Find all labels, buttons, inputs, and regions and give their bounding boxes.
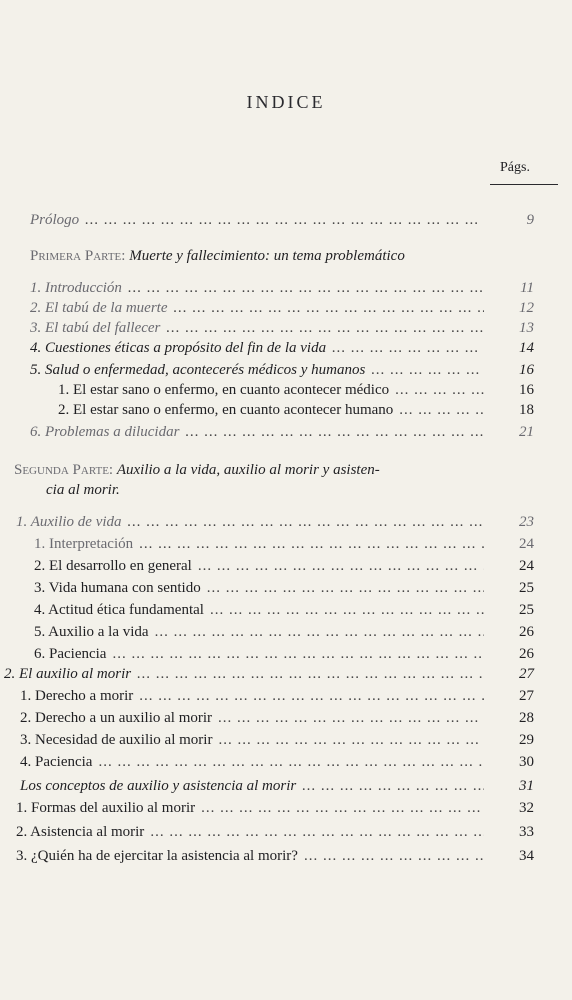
leader-dots <box>139 536 484 553</box>
leader-dots <box>304 848 484 865</box>
part-heading <box>30 246 405 267</box>
toc-entry-label: 2. El tabú de la muerte <box>30 300 168 316</box>
toc-entry-page: 26 <box>519 646 534 662</box>
toc-entry-label: 6. Problemas a dilucidar <box>30 424 180 440</box>
leader-dots <box>128 280 484 297</box>
toc-entry <box>34 580 534 602</box>
leader-dots <box>155 624 484 641</box>
toc-entry-page: 32 <box>519 800 534 816</box>
leader-dots <box>395 382 484 399</box>
leader-dots <box>185 424 484 441</box>
toc-entry-page: 33 <box>519 824 534 840</box>
leader-dots <box>371 362 484 379</box>
toc-entry-page: 11 <box>520 280 534 296</box>
leader-dots <box>166 320 484 337</box>
toc-entry-label: 4. Paciencia <box>20 754 93 770</box>
toc-entry-label: 1. Derecho a morir <box>20 688 134 704</box>
toc-entry <box>20 732 534 754</box>
toc-entry-label: Los conceptos de auxilio y asistencia al morir <box>20 778 297 794</box>
toc-entry-page: 28 <box>519 710 534 726</box>
toc-entry-label: 1. Auxilio de vida <box>16 514 122 530</box>
part-heading <box>14 460 380 481</box>
leader-dots <box>218 732 484 749</box>
part-label: Primera Parte: <box>30 248 126 264</box>
toc-entry-label: 2. Asistencia al morir <box>16 824 145 840</box>
toc-entry-label: 5. Auxilio a la vida <box>34 624 149 640</box>
toc-entry-label: 3. Vida humana con sentido <box>34 580 201 596</box>
toc-entry-label: 1. Formas del auxilio al morir <box>16 800 196 816</box>
toc-entry <box>30 280 534 302</box>
part-label: Segunda Parte: <box>14 462 114 478</box>
toc-entry <box>20 710 534 732</box>
toc-entry-page: 13 <box>519 320 534 336</box>
toc-entry-page: 14 <box>519 340 534 356</box>
leader-dots <box>198 558 484 575</box>
toc-entry <box>30 212 534 234</box>
leader-dots <box>85 212 484 229</box>
toc-entry-page: 25 <box>519 602 534 618</box>
toc-entry-label: 2. El estar sano o enfermo, en cuanto acontecer humano <box>58 402 394 418</box>
toc-entry <box>16 848 534 870</box>
toc-entry-label: 2. El auxilio al morir <box>4 666 132 682</box>
leader-dots <box>218 710 484 727</box>
toc-entry <box>58 402 534 424</box>
toc-entry-label: 3. ¿Quién ha de ejercitar la asistencia al morir? <box>16 848 298 864</box>
toc-entry-label: 3. El tabú del fallecer <box>30 320 161 336</box>
leader-dots <box>128 514 484 531</box>
leader-dots <box>98 754 484 771</box>
leader-dots <box>302 778 484 795</box>
toc-entry-label: 2. El desarrollo en general <box>34 558 192 574</box>
toc-entry-label: 4. Actitud ética fundamental <box>34 602 204 618</box>
toc-entry-page: 12 <box>519 300 534 316</box>
toc-entry-label: 6. Paciencia <box>34 646 107 662</box>
toc-entry <box>16 800 534 822</box>
toc-entry-label: Prólogo <box>30 212 80 228</box>
toc-entry-page: 16 <box>519 362 534 378</box>
leader-dots <box>173 300 484 317</box>
toc-entry-page: 25 <box>519 580 534 596</box>
toc-entry-page: 27 <box>519 666 534 682</box>
toc-entry-label: 1. El estar sano o enfermo, en cuanto acontecer médico <box>58 382 390 398</box>
toc-entry-page: 30 <box>519 754 534 770</box>
leader-dots <box>112 646 484 663</box>
toc-entry <box>4 666 534 688</box>
toc-entry <box>16 824 534 846</box>
leader-dots <box>150 824 484 841</box>
toc-entry <box>16 514 534 536</box>
toc-entry <box>30 340 534 362</box>
toc-entry-page: 16 <box>519 382 534 398</box>
header-rule <box>490 184 558 185</box>
toc-entry <box>20 754 534 776</box>
leader-dots <box>201 800 484 817</box>
toc-entry <box>30 362 534 384</box>
toc-entry-label: 1. Interpretación <box>34 536 134 552</box>
pages-column-header: Págs. <box>500 160 530 175</box>
toc-entry-page: 18 <box>519 402 534 418</box>
page-title: INDICE <box>246 92 326 112</box>
leader-dots <box>399 402 484 419</box>
leader-dots <box>137 666 484 683</box>
toc-entry <box>34 558 534 580</box>
toc-entry-label: 2. Derecho a un auxilio al morir <box>20 710 213 726</box>
toc-entry-page: 21 <box>519 424 534 440</box>
toc-entry-page: 9 <box>526 212 534 228</box>
toc-entry-page: 24 <box>519 536 534 552</box>
leader-dots <box>207 580 484 597</box>
toc-entry <box>20 778 534 800</box>
part-title: Muerte y fallecimiento: un tema problemático <box>129 248 405 264</box>
toc-entry <box>34 602 534 624</box>
toc-entry <box>30 320 534 342</box>
toc-entry-page: 24 <box>519 558 534 574</box>
toc-entry-label: 3. Necesidad de auxilio al morir <box>20 732 213 748</box>
toc-entry <box>34 624 534 646</box>
part-title-continued: cia al morir. <box>46 482 120 498</box>
toc-entry-page: 31 <box>519 778 534 794</box>
toc-entry-page: 34 <box>519 848 534 864</box>
toc-entry <box>34 646 534 668</box>
toc-entry-page: 27 <box>519 688 534 704</box>
toc-entry-label: 1. Introducción <box>30 280 122 296</box>
toc-entry <box>34 536 534 558</box>
toc-entry-page: 26 <box>519 624 534 640</box>
toc-entry-page: 23 <box>519 514 534 530</box>
leader-dots <box>139 688 484 705</box>
part-title: Auxilio a la vida, auxilio al morir y asisten- <box>116 462 380 478</box>
toc-entry-label: 4. Cuestiones éticas a propósito del fin de la vida <box>30 340 327 356</box>
toc-entry <box>20 688 534 710</box>
toc-entry-label: 5. Salud o enfermedad, acontecerés médicos y humanos <box>30 362 366 378</box>
leader-dots <box>332 340 484 357</box>
toc-entry <box>30 424 534 446</box>
leader-dots <box>210 602 484 619</box>
toc-entry-page: 29 <box>519 732 534 748</box>
toc-entry <box>58 382 534 404</box>
toc-entry <box>30 300 534 322</box>
